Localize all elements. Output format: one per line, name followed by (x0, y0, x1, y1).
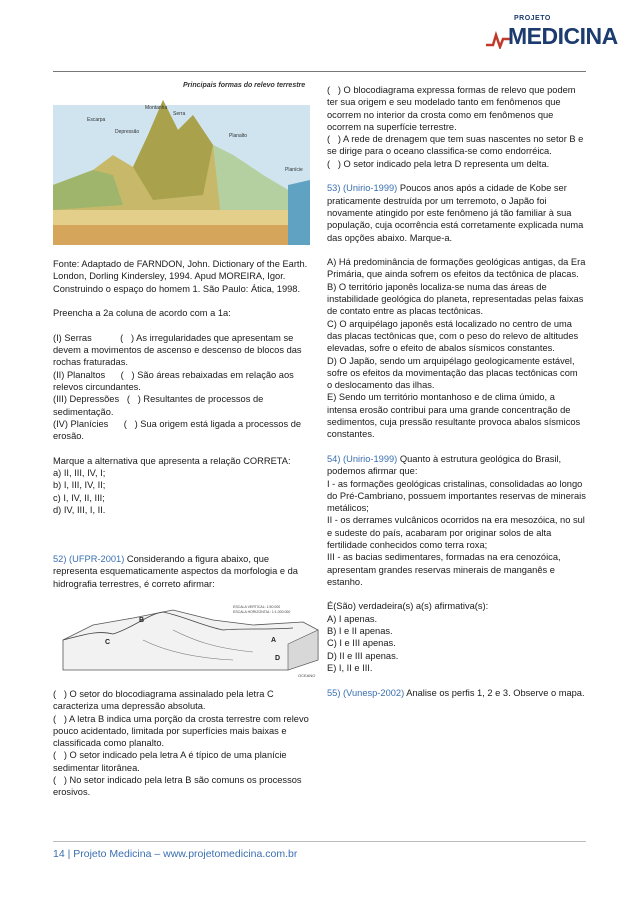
answer-item: III - as bacias sedimentares, formadas na era cenozóica, apresentam grandes reservas minerais de manganês e estanho. (327, 552, 564, 587)
answer-option: A) Há predominância de formações geológicas antigas, da Era Primária, que ainda sofrem os efeitos da tectônica de placas. (327, 257, 588, 280)
answer-statement: ( ) O blocodiagrama expressa formas de relevo que podem ter sua origem e seu modelado tanto em fenômenos que ocorrem no interior da crosta como em fenômenos que ocorrem na superfície terrestre. (327, 85, 579, 132)
text-paragraph: (II) Planaltos ( ) São áreas rebaixadas em relação aos relevos circundantes. (53, 369, 297, 392)
paragraph-gap (327, 170, 586, 182)
paragraph-gap (327, 588, 586, 600)
answer-statement: ( ) O setor indicado pela letra A é típico de uma planície sedimentar litorânea. (53, 750, 290, 773)
answer-item: B) I e II apenas. (327, 626, 393, 637)
block-diagram-label-a: A (271, 637, 277, 644)
text-paragraph: Fonte: Adaptado de FARNDON, John. Dictionary of the Earth. London, Dorling Kindersley, 1994. Apud MOREIRA, Igor. Construindo o espaço do homem 1. São Paulo: Ática, 1998. (53, 259, 310, 294)
figure1-label-depressao: Depressão (115, 129, 140, 135)
logo-main-text: MEDICINA (508, 23, 618, 49)
block-diagram-scale-vertical: ESCALA VERTICAL: 1:50.000 (233, 605, 281, 609)
answer-option: o deslocamento das ilhas. (327, 380, 435, 391)
text-paragraph: d) IV, III, I, II. (53, 504, 106, 515)
paragraph-gap (327, 674, 586, 686)
logo-small-text: PROJETO (514, 15, 551, 22)
question-54-number: 54) (Unirio-1999) (327, 453, 398, 464)
answer-option: B) O território japonês localiza-se numa das áreas de instabilidade geológica do planeta, representadas pelas faixas de contato entre as placas tectônicas. (327, 281, 586, 317)
answer-statement: ( ) O setor indicado pela letra D representa um delta. (327, 158, 550, 169)
paragraph-gap (327, 244, 586, 256)
text-paragraph: c) I, IV, II, III; (53, 492, 105, 503)
figure1-title: Principais formas do relevo terrestre (183, 82, 306, 89)
answer-option: E) Sendo um território montanhoso e de clima úmido, a intensa erosão contribui para uma grande concentração de sedimentos, cuja pressão resultante provoca abalos sísmicos constantes. (327, 392, 583, 440)
answer-item: D) II e III apenas. (327, 650, 399, 661)
answer-statement: ( ) O setor do blocodiagrama assinalado pela letra C caracteriza uma depressão absoluta. (53, 689, 277, 712)
text-paragraph: b) I, III, IV, II; (53, 480, 106, 491)
projeto-medicina-logo (484, 15, 618, 57)
figure1-label-escarpa: Escarpa (87, 117, 106, 123)
question-53-text: Poucos anos após a cidade de Kobe ser praticamente destruída por um terremoto, o Japão foi novamente atingido por este fenômeno já tão familiar à sua população, cuja ocorrência está corretamente explicada numa das opções abaixo. Marque-a. (327, 183, 584, 243)
paragraph-gap (327, 441, 586, 453)
block-diagram-figure (53, 600, 328, 682)
text-paragraph: (I) Serras ( ) As irregularidades que apresentam se devem a movimentos de ascenso e descenso de blocos das rochas fraturadas. (53, 332, 305, 368)
question-55-number: 55) (Vunesp-2002) (327, 687, 405, 698)
paragraph-gap (53, 442, 310, 454)
question-53-number: 53) (Unirio-1999) (327, 183, 398, 194)
block-diagram-label-c: C (105, 639, 111, 646)
answer-statement: ( ) A letra B indica uma porção da crosta terrestre com relevo pouco acidentado, limitada por superfícies mais baixas e classificada como planalto. (53, 713, 312, 749)
question-54-text: Quanto à estrutura geológica do Brasil, podemos afirmar que: (327, 453, 562, 477)
text-paragraph: Marque a alternativa que apresenta a relação CORRETA: (53, 455, 291, 466)
paragraph-gap (53, 516, 310, 528)
answer-item: E) I, II e III. (327, 662, 373, 673)
block-diagram-scale-horizontal: ESCALA HORIZONTAL: 1:1.000.000 (233, 610, 291, 614)
answer-statement: ( ) No setor indicado pela letra B são comuns os processos erosivos. (53, 775, 305, 798)
question-52-text: Considerando a figura abaixo, que representa esquematicamente aspectos da morfologia e da hidrografia terrestres, é correto afirmar: (53, 554, 298, 589)
question-55-text: Analise os perfis 1, 2 e 3. Observe o mapa. (404, 687, 585, 698)
text-paragraph: (IV) Planícies ( ) Sua origem está ligada a processos de erosão. (53, 418, 304, 442)
answer-item: II - os derrames vulcânicos ocorridos na era mesozóica, no sul e sudeste do país, acabaram por originar solos de alta fertilidade conhecidos como terra roxa; (327, 515, 588, 550)
footer-divider (53, 841, 586, 842)
question-52-number: 52) (UFPR-2001) (53, 554, 125, 564)
relief-forms-figure (53, 75, 310, 245)
block-diagram-label-b: B (139, 617, 145, 624)
answer-item: A) I apenas. (327, 613, 378, 624)
block-diagram-ocean-label: OCEANO (298, 673, 316, 678)
figure1-label-planalto: Planalto (229, 133, 248, 139)
left-column-top (53, 258, 310, 529)
figure1-label-serra: Serra (173, 111, 186, 117)
paragraph-gap (53, 319, 310, 331)
answer-option: C) O arquipélago japonês está localizado no centro de uma das placas tectônicas que, com o peso do relevo de altitudes elevadas, sofre o efeito de abalos sísmicos constantes. (327, 318, 581, 354)
text-paragraph: (III) Depressões ( ) Resultantes de processos de sedimentação. (53, 394, 266, 417)
figure1-label-planicie: Planície (285, 167, 303, 173)
text-paragraph: Preencha a 2a coluna de acordo com a 1a: (53, 308, 231, 319)
answer-item: C) I e III apenas. (327, 638, 396, 649)
text-paragraph: a) II, III, IV, I; (53, 468, 106, 479)
page-footer: 14 | Projeto Medicina – www.projetomedicina.com.br (53, 848, 298, 860)
paragraph-gap (53, 295, 310, 307)
header-divider (53, 71, 586, 72)
figure1-label-montanha: Montanha (145, 105, 168, 111)
question-52 (53, 553, 310, 590)
answer-option: D) O Japão, sendo um arquipélago geologicamente estável, sofre os efeitos da movimentação das placas tectônicas com (327, 355, 578, 378)
answer-statement: ( ) A rede de drenagem que tem suas nascentes no setor B e se dirige para o oceano classifica-se como endorréica. (327, 134, 586, 157)
right-column (327, 84, 589, 699)
block-diagram-label-d: D (275, 655, 281, 662)
answer-item: I - as formações geológicas cristalinas, consolidadas ao longo do Pré-Cambriano, possuem importantes reservas de minerais metálicos; (327, 478, 589, 514)
left-column-bottom (53, 688, 310, 799)
answer-item: É(São) verdadeira(s) a(s) afirmativa(s): (327, 601, 489, 612)
